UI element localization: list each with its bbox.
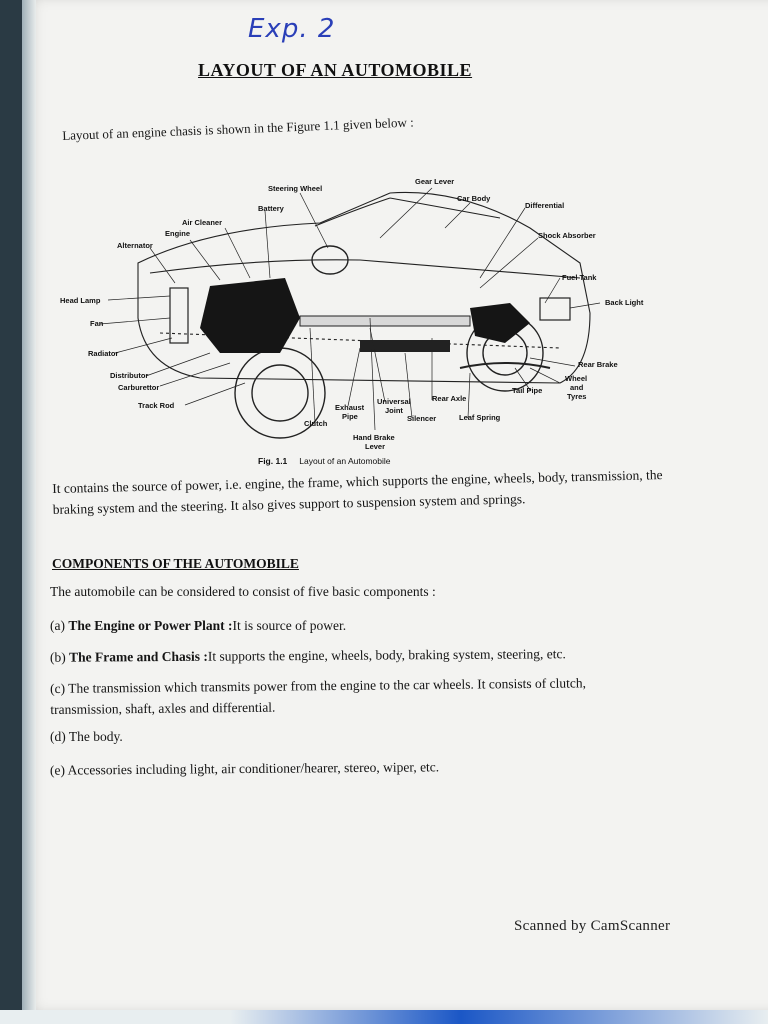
label-leaf-spring: Leaf Spring [459, 413, 501, 422]
label-distributor: Distributor [110, 371, 149, 380]
label-engine: Engine [165, 229, 191, 238]
label-and: and [570, 383, 584, 392]
label-head-lamp: Head Lamp [60, 296, 101, 305]
leaf-spring-shape [460, 363, 550, 368]
scanner-watermark: Scanned by CamScanner [514, 918, 671, 934]
label-wheel: Wheel [565, 374, 588, 383]
label-joint: Joint [385, 406, 403, 415]
component-item-e: (e) Accessories including light, air conditioner/hearer, stereo, wiper, etc. [49, 759, 440, 778]
item-a-text: It is source of power. [232, 618, 347, 633]
label-battery: Battery [258, 204, 284, 213]
label-gear-lever: Gear Lever [415, 177, 455, 186]
page-edge-shadow [22, 0, 36, 1010]
component-item-c: (c) The transmission which transmits power from the engine to the car wheels. It consists of clutch, transmission, shaft, axles and differential. [50, 675, 587, 717]
label-pipe: Pipe [342, 412, 358, 421]
radiator-shape [170, 288, 188, 343]
label-tyres: Tyres [567, 392, 587, 401]
label-tail-pipe: Tail Pipe [512, 386, 543, 395]
label-silencer: Silencer [407, 414, 437, 423]
label-rear-brake: Rear Brake [578, 360, 618, 369]
figure-caption-text: Layout of an Automobile [299, 456, 391, 466]
label-radiator: Radiator [88, 349, 119, 358]
automobile-diagram [60, 168, 660, 468]
label-clutch: Clutch [304, 419, 328, 428]
item-b-prefix: (b) [49, 649, 70, 665]
label-alternator: Alternator [117, 241, 153, 250]
figure-number: Fig. 1.1 [258, 456, 288, 466]
label-shock-absorber: Shock Absorber [538, 231, 596, 240]
components-heading: COMPONENTS OF THE AUTOMOBILE [52, 556, 299, 571]
bottom-strip [0, 1010, 768, 1024]
label-air-cleaner: Air Cleaner [182, 218, 223, 227]
label-hand-brake: Hand Brake [353, 433, 395, 442]
label-exhaust: Exhaust [335, 403, 365, 412]
diagram-labels [60, 177, 644, 451]
engine-block [200, 278, 300, 353]
figure-caption [258, 456, 391, 466]
components-intro: The automobile can be considered to consist of five basic components : [50, 584, 436, 599]
component-item-a [50, 618, 346, 634]
propeller-shaft [300, 316, 470, 326]
label-rear-axle: Rear Axle [432, 394, 467, 403]
label-fan: Fan [90, 319, 104, 328]
label-universal: Universal [377, 397, 411, 406]
label-carburettor: Carburettor [118, 383, 160, 392]
automobile-diagram-svg [60, 168, 660, 468]
item-b-text: It supports the engine, wheels, body, braking system, steering, etc. [207, 646, 566, 664]
fuel-tank-shape [540, 298, 570, 320]
page-title: LAYOUT OF AN AUTOMOBILE [198, 60, 473, 80]
label-track-rod: Track Rod [138, 401, 175, 410]
description-paragraph: It contains the source of power, i.e. engine, the frame, which supports the engine, wheels, body, transmission, the braking system and the steering. It also gives support to suspension system and springs. [52, 467, 663, 517]
label-back-light: Back Light [605, 298, 644, 307]
handwritten-note: Exp. 2 [248, 14, 336, 44]
item-b-bold: The Frame and Chasis : [69, 648, 208, 665]
label-differential: Differential [525, 201, 565, 210]
item-a-prefix: (a) [50, 618, 69, 633]
label-fuel-tank: Fuel Tank [562, 273, 597, 282]
label-steering-wheel: Steering Wheel [268, 184, 323, 193]
label-lever: Lever [365, 442, 386, 451]
item-a-bold: The Engine or Power Plant : [68, 618, 233, 633]
intro-text: Layout of an engine chasis is shown in the Figure 1.1 given below : [62, 114, 414, 143]
label-car-body: Car Body [457, 194, 491, 203]
component-item-d: (d) The body. [50, 729, 123, 744]
